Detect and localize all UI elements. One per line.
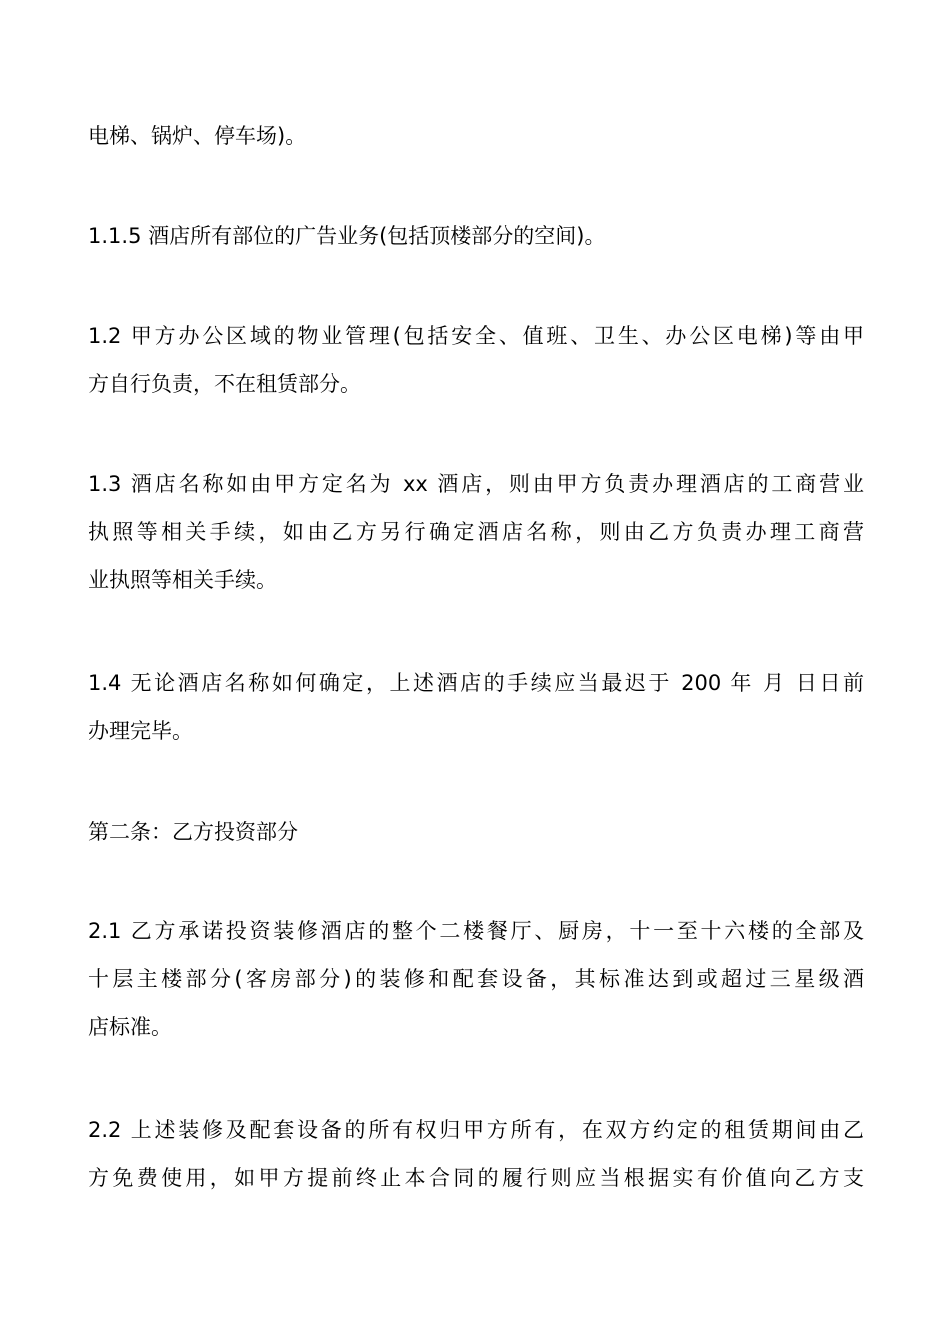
text-line: 十层主楼部分(客房部分)的装修和配套设备，其标准达到或超过三星级酒 — [88, 967, 864, 991]
text-line: 办理完毕。 — [88, 719, 193, 743]
paragraph-2-2 — [88, 1106, 864, 1202]
paragraph-1-2 — [88, 312, 864, 408]
paragraph-1-4 — [88, 659, 864, 755]
paragraph-elevator-boiler-parking — [88, 112, 864, 160]
text-line: 方自行负责，不在租赁部分。 — [88, 372, 361, 396]
text-line: 1.4 无论酒店名称如何确定，上述酒店的手续应当最迟于 200 年 月 日日前 — [88, 671, 864, 695]
text-line: 1.2 甲方办公区域的物业管理(包括安全、值班、卫生、办公区电梯)等由甲 — [88, 324, 864, 348]
text-line: 1.1.5 酒店所有部位的广告业务(包括顶楼部分的空间)。 — [88, 224, 606, 248]
text-line: 1.3 酒店名称如由甲方定名为 xx 酒店，则由甲方负责办理酒店的工商营业 — [88, 472, 864, 496]
text-line: 执照等相关手续，如由乙方另行确定酒店名称，则由乙方负责办理工商营 — [88, 520, 864, 544]
section-heading-article-2 — [88, 808, 864, 856]
text-line: 电梯、锅炉、停车场)。 — [88, 124, 307, 148]
text-line: 店标准。 — [88, 1015, 172, 1039]
paragraph-1-3 — [88, 460, 864, 604]
paragraph-1-1-5 — [88, 212, 864, 260]
paragraph-2-1 — [88, 907, 864, 1051]
text-line: 业执照等相关手续。 — [88, 568, 277, 592]
text-line: 2.1 乙方承诺投资装修酒店的整个二楼餐厅、厨房，十一至十六楼的全部及 — [88, 919, 864, 943]
section-title: 第二条：乙方投资部分 — [88, 820, 298, 844]
text-line: 2.2 上述装修及配套设备的所有权归甲方所有，在双方约定的租赁期间由乙 — [88, 1118, 864, 1142]
text-line: 方免费使用，如甲方提前终止本合同的履行则应当根据实有价值向乙方支 — [88, 1166, 864, 1190]
